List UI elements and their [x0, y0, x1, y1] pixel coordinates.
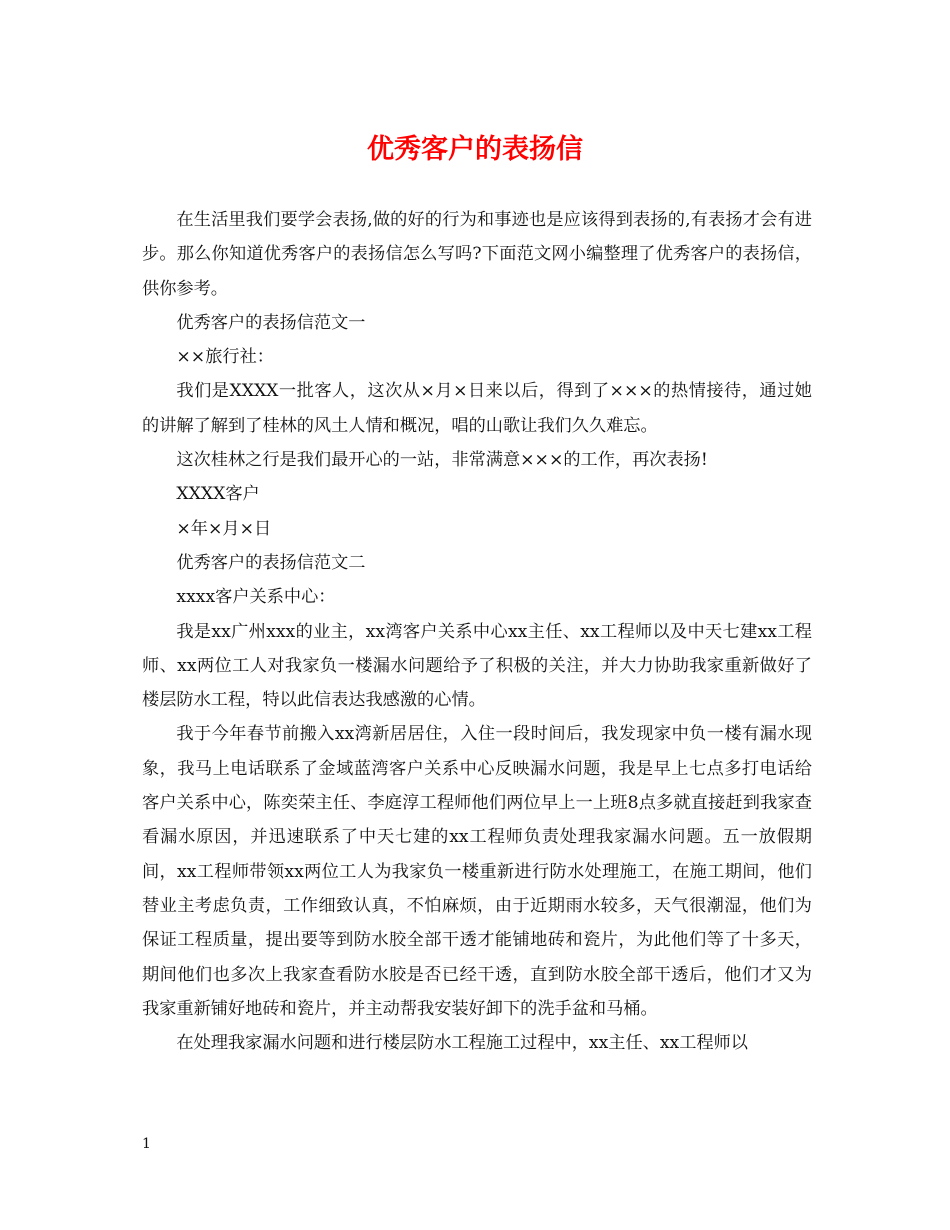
document-title: 优秀客户的表扬信: [367, 134, 583, 165]
letter-one-salutation: ××旅行社：: [176, 347, 274, 368]
document-body: [142, 203, 812, 1060]
letter-two-paragraph: 我于今年春节前搬入xx湾新居居住，入住一段时间后，我发现家中负一楼有漏水现象，我马上电话联系了金域蓝湾客户关系中心反映漏水问题，我是早上七点多打电话给客户关系中心，陈奕荣主任、李庭淳工程师他们两位早上一上班8点多就直接赶到我家查看漏水原因，并迅速联系了中天七建的xx工程师负责处理我家漏水问题。五一放假期间，xx工程师带领xx两位工人为我家负一楼重新进行防水处理施工，在施工期间，他们替业主考虑负责，工作细致认真，不怕麻烦，由于近期雨水较多，天气很潮湿，他们为保证工程质量，提出要等到防水胶全部干透才能铺地砖和瓷片，为此他们等了十多天，期间他们也多次上我家查看防水胶是否已经干透，直到防水胶全部干透后，他们才又为我家重新铺好地砖和瓷片，并主动帮我安装好卸下的洗手盆和马桶。: [142, 724, 812, 1019]
letter-one-signature: XXXX客户: [176, 484, 260, 505]
letter-one-paragraph: 我们是XXXX一批客人，这次从×月×日来以后，得到了×××的热情接待，通过她的讲解了解到了桂林的风土人情和概况，唱的山歌让我们久久难忘。: [142, 381, 812, 436]
letter-two-salutation: xxxx客户关系中心：: [176, 587, 336, 608]
letter-two-paragraph: 在处理我家漏水问题和进行楼层防水工程施工过程中，xx主任、xx工程师以: [176, 1033, 748, 1054]
sample-one-heading: 优秀客户的表扬信范文一: [176, 312, 366, 333]
intro-paragraph: 在生活里我们要学会表扬,做的好的行为和事迹也是应该得到表扬的,有表扬才会有进步。那么你知道优秀客户的表扬信怎么写吗?下面范文网小编整理了优秀客户的表扬信，供你参考。: [142, 210, 812, 299]
letter-two-paragraph: 我是xx广州xxx的业主，xx湾客户关系中心xx主任、xx工程师以及中天七建xx工程师、xx两位工人对我家负一楼漏水问题给予了积极的关注，并大力协助我家重新做好了楼层防水工程，特以此信表达我感激的心情。: [142, 621, 812, 711]
page-number: 1: [142, 1136, 151, 1152]
letter-one-paragraph: 这次桂林之行是我们最开心的一站，非常满意×××的工作，再次表扬!: [176, 450, 708, 471]
sample-two-heading: 优秀客户的表扬信范文二: [176, 552, 366, 573]
letter-one-date: ×年×月×日: [176, 518, 272, 539]
